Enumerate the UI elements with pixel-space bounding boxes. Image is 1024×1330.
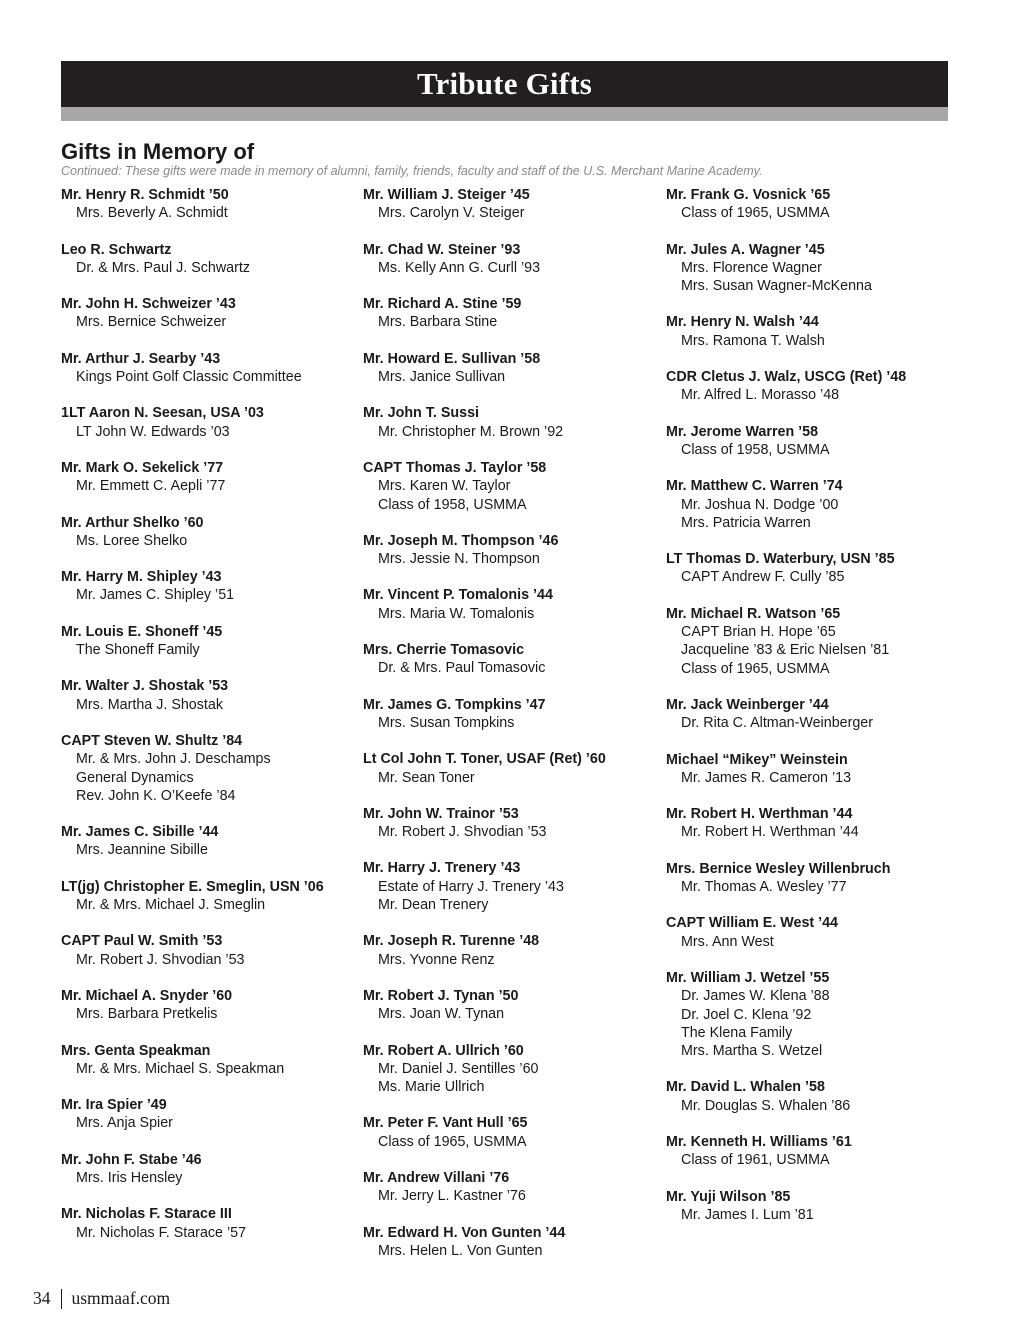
tribute-entry <box>61 514 361 551</box>
donor-name: Mrs. Anja Spier <box>76 1115 173 1132</box>
tribute-entry <box>363 404 663 441</box>
donor-name: Mr. Dean Trenery <box>378 897 489 914</box>
donor-name: Mr. Alfred L. Morasso ’48 <box>681 387 840 404</box>
honoree-name: LT(jg) Christopher E. Smeglin, USN ’06 <box>61 878 324 895</box>
honoree-name: Mr. Henry N. Walsh ’44 <box>666 314 819 331</box>
tribute-entry <box>666 186 966 223</box>
tribute-entry <box>61 1151 361 1188</box>
honoree-name: CAPT Paul W. Smith ’53 <box>61 933 223 950</box>
honoree-name: Mr. Matthew C. Warren ’74 <box>666 478 843 495</box>
honoree-name: Mr. Robert H. Werthman ’44 <box>666 806 853 823</box>
donor-name: Mrs. Jeannine Sibille <box>76 842 208 859</box>
tribute-entry <box>61 1096 361 1133</box>
tribute-entry <box>666 751 966 788</box>
tribute-entry <box>666 368 966 405</box>
donor-name: Dr. Rita C. Altman-Weinberger <box>681 715 874 732</box>
donor-name: Class of 1958, USMMA <box>378 496 527 513</box>
donor-name: Mr. Emmett C. Aepli ’77 <box>76 478 226 495</box>
honoree-name: Mr. Louis E. Shoneff ’45 <box>61 623 223 640</box>
donor-name: Jacqueline ’83 & Eric Nielsen ’81 <box>681 642 890 659</box>
donor-name: Ms. Kelly Ann G. Curll ’93 <box>378 259 541 276</box>
honoree-name: Mr. Henry R. Schmidt ’50 <box>61 187 229 203</box>
column-2 <box>363 186 663 1278</box>
page-number: 34 <box>33 1288 51 1308</box>
donor-name: Mr. Douglas S. Whalen ’86 <box>681 1097 851 1114</box>
donor-name: Dr. James W. Klena ’88 <box>681 988 830 1005</box>
tribute-entry <box>363 987 663 1024</box>
tribute-entry <box>61 987 361 1024</box>
donor-name: Mr. Robert J. Shvodian ’53 <box>76 951 245 968</box>
honoree-name: Mr. Harry M. Shipley ’43 <box>61 569 222 586</box>
donor-name: Mrs. Joan W. Tynan <box>378 1006 505 1023</box>
donor-name: Mrs. Karen W. Taylor <box>378 478 511 495</box>
honoree-name: CAPT Thomas J. Taylor ’58 <box>363 459 547 476</box>
tribute-entry <box>363 295 663 332</box>
honoree-name: Mr. Howard E. Sullivan ’58 <box>363 350 541 367</box>
donor-name: Dr. Joel C. Klena ’92 <box>681 1006 812 1023</box>
tribute-entry <box>363 532 663 569</box>
donor-name: Mrs. Ramona T. Walsh <box>681 332 825 349</box>
tribute-entry <box>666 241 966 296</box>
donor-name: Estate of Harry J. Trenery ’43 <box>378 878 564 895</box>
honoree-name: Mr. Michael R. Watson ’65 <box>666 605 841 622</box>
donor-name: Mr. Daniel J. Sentilles ’60 <box>378 1060 539 1077</box>
tribute-entry <box>363 641 663 678</box>
tribute-entry <box>363 459 663 514</box>
donor-name: Class of 1965, USMMA <box>681 660 830 677</box>
donor-name: Mrs. Patricia Warren <box>681 514 811 531</box>
honoree-name: LT Thomas D. Waterbury, USN ’85 <box>666 551 895 568</box>
honoree-name: Mr. Jack Weinberger ’44 <box>666 696 829 713</box>
donor-name: Mr. James C. Shipley ’51 <box>76 587 235 604</box>
footer-divider <box>61 1289 62 1309</box>
honoree-name: Mr. Robert J. Tynan ’50 <box>363 987 519 1004</box>
donor-name: Dr. & Mrs. Paul Tomasovic <box>378 660 546 677</box>
honoree-name: Mr. Michael A. Snyder ’60 <box>61 987 233 1004</box>
page-footer <box>33 1288 170 1309</box>
honoree-name: Michael “Mikey” Weinstein <box>666 751 848 768</box>
tribute-entry <box>363 859 663 914</box>
tribute-entry <box>61 677 361 714</box>
tribute-entry <box>363 932 663 969</box>
donor-name: Mrs. Helen L. Von Gunten <box>378 1242 543 1259</box>
tribute-entry <box>666 969 966 1060</box>
honoree-name: 1LT Aaron N. Seesan, USA ’03 <box>61 405 264 422</box>
tribute-entry <box>666 423 966 460</box>
tribute-entry <box>61 823 361 860</box>
donor-name: Mrs. Florence Wagner <box>681 259 822 276</box>
tribute-entry <box>61 568 361 605</box>
tribute-entry <box>61 295 361 332</box>
donor-name: Class of 1965, USMMA <box>378 1133 527 1150</box>
banner-stripe <box>61 107 948 121</box>
donor-name: Mrs. Jessie N. Thompson <box>378 551 540 568</box>
donor-name: Mrs. Barbara Pretkelis <box>76 1006 218 1023</box>
tribute-entry <box>666 1188 966 1225</box>
header-banner <box>61 61 948 107</box>
honoree-name: Mr. Jules A. Wagner ’45 <box>666 241 825 258</box>
donor-name: Mr. Christopher M. Brown ’92 <box>378 423 564 440</box>
tribute-entry <box>666 550 966 587</box>
tribute-entry <box>666 1078 966 1115</box>
tribute-entry <box>666 313 966 350</box>
donor-name: LT John W. Edwards ’03 <box>76 423 230 440</box>
tribute-entry <box>363 1224 663 1261</box>
tribute-entry <box>61 404 361 441</box>
honoree-name: Mr. Ira Spier ’49 <box>61 1097 167 1114</box>
tribute-entry <box>61 732 361 805</box>
tribute-entry <box>666 696 966 733</box>
honoree-name: Leo R. Schwartz <box>61 241 172 258</box>
honoree-name: Mr. John F. Stabe ’46 <box>61 1151 202 1168</box>
donor-name: Mr. & Mrs. Michael S. Speakman <box>76 1060 285 1077</box>
tribute-entry <box>61 1042 361 1079</box>
tribute-entry <box>363 350 663 387</box>
donor-name: Mr. & Mrs. Michael J. Smeglin <box>76 897 266 914</box>
honoree-name: Mr. John H. Schweizer ’43 <box>61 296 236 313</box>
column-1 <box>61 186 361 1260</box>
honoree-name: Mr. Jerome Warren ’58 <box>666 423 819 440</box>
donor-name: Mrs. Bernice Schweizer <box>76 314 227 331</box>
honoree-name: Mr. Nicholas F. Starace III <box>61 1206 232 1223</box>
honoree-name: Mrs. Genta Speakman <box>61 1042 211 1059</box>
honoree-name: Mr. Walter J. Shostak ’53 <box>61 678 229 695</box>
honoree-name: Mr. Edward H. Von Gunten ’44 <box>363 1224 566 1241</box>
tribute-entry <box>61 350 361 387</box>
honoree-name: Mr. Andrew Villani ’76 <box>363 1169 510 1186</box>
donor-name: CAPT Brian H. Hope ’65 <box>681 624 836 641</box>
section-subtitle: Continued: These gifts were made in memory of alumni, family, friends, faculty and staff of the U.S. Merchant Marine Academy. <box>61 164 763 178</box>
donor-name: Mrs. Martha J. Shostak <box>76 696 223 713</box>
donor-name: Mr. Robert J. Shvodian ’53 <box>378 824 547 841</box>
honoree-name: Mr. Joseph M. Thompson ’46 <box>363 532 559 549</box>
tribute-entry <box>363 1114 663 1151</box>
tribute-entry <box>363 696 663 733</box>
donor-name: Class of 1965, USMMA <box>681 205 830 222</box>
honoree-name: Mr. Robert A. Ullrich ’60 <box>363 1042 524 1059</box>
donor-name: Mr. Thomas A. Wesley ’77 <box>681 879 847 896</box>
donor-name: Mr. Robert H. Werthman ’44 <box>681 824 859 841</box>
honoree-name: Mr. William J. Steiger ’45 <box>363 187 530 203</box>
donor-name: Mrs. Iris Hensley <box>76 1169 183 1186</box>
donor-name: Ms. Loree Shelko <box>76 532 188 549</box>
honoree-name: Mr. Frank G. Vosnick ’65 <box>666 187 831 203</box>
honoree-name: Mr. David L. Whalen ’58 <box>666 1079 825 1096</box>
donor-name: Mrs. Yvonne Renz <box>378 951 495 968</box>
donor-name: Mrs. Maria W. Tomalonis <box>378 605 535 622</box>
donor-name: Ms. Marie Ullrich <box>378 1079 485 1096</box>
column-3 <box>666 186 966 1242</box>
honoree-name: Mr. Richard A. Stine ’59 <box>363 296 522 313</box>
tribute-entry <box>61 878 361 915</box>
honoree-name: Mr. Arthur J. Searby ’43 <box>61 350 221 367</box>
honoree-name: Mr. Kenneth H. Williams ’61 <box>666 1133 852 1150</box>
donor-name: Mr. James R. Cameron ’13 <box>681 769 852 786</box>
donor-name: CAPT Andrew F. Cully ’85 <box>681 569 845 586</box>
donor-name: Mr. James I. Lum ’81 <box>681 1206 814 1223</box>
tribute-entry <box>363 750 663 787</box>
honoree-name: CAPT William E. West ’44 <box>666 915 839 932</box>
honoree-name: Mr. Joseph R. Turenne ’48 <box>363 933 540 950</box>
tribute-entry <box>666 805 966 842</box>
tribute-entry <box>61 241 361 278</box>
tribute-entry <box>666 860 966 897</box>
donor-name: The Shoneff Family <box>76 642 200 659</box>
tribute-entry <box>666 1133 966 1170</box>
donor-name: Mr. Joshua N. Dodge ’00 <box>681 496 839 513</box>
donor-name: Mrs. Martha S. Wetzel <box>681 1043 823 1060</box>
tribute-entry <box>363 1042 663 1097</box>
tribute-entry <box>363 186 663 223</box>
tribute-entry <box>61 459 361 496</box>
donor-name: General Dynamics <box>76 769 194 786</box>
donor-name: Mr. Jerry L. Kastner ’76 <box>378 1188 526 1205</box>
donor-name: Mr. Sean Toner <box>378 769 475 786</box>
donor-name: Mrs. Ann West <box>681 933 774 950</box>
honoree-name: Mr. Yuji Wilson ’85 <box>666 1188 791 1205</box>
donor-name: Mr. & Mrs. John J. Deschamps <box>76 751 271 768</box>
tribute-entry <box>363 586 663 623</box>
honoree-name: Mr. Mark O. Sekelick ’77 <box>61 459 224 476</box>
tribute-entry <box>363 241 663 278</box>
honoree-name: Mr. Chad W. Steiner ’93 <box>363 241 521 258</box>
honoree-name: Mr. Peter F. Vant Hull ’65 <box>363 1115 528 1132</box>
tribute-entry <box>61 623 361 660</box>
site-url: usmmaaf.com <box>71 1288 171 1308</box>
honoree-name: Mr. Vincent P. Tomalonis ’44 <box>363 587 553 604</box>
tribute-entry <box>666 914 966 951</box>
donor-name: Class of 1961, USMMA <box>681 1152 830 1169</box>
donor-name: Mrs. Beverly A. Schmidt <box>76 205 228 222</box>
donor-name: Kings Point Golf Classic Committee <box>76 369 302 386</box>
donor-name: Mrs. Carolyn V. Steiger <box>378 205 525 222</box>
donor-name: Mrs. Barbara Stine <box>378 314 498 331</box>
donor-name: The Klena Family <box>681 1024 793 1041</box>
honoree-name: Mr. William J. Wetzel ’55 <box>666 969 830 986</box>
donor-name: Mrs. Janice Sullivan <box>378 369 506 386</box>
tribute-entry <box>363 1169 663 1206</box>
donor-name: Mr. Nicholas F. Starace ’57 <box>76 1224 247 1241</box>
donor-name: Mrs. Susan Wagner-McKenna <box>681 278 872 295</box>
section-title: Gifts in Memory of <box>61 139 255 164</box>
honoree-name: Mr. James C. Sibille ’44 <box>61 824 219 841</box>
honoree-name: CDR Cletus J. Walz, USCG (Ret) ’48 <box>666 369 907 386</box>
honoree-name: Lt Col John T. Toner, USAF (Ret) ’60 <box>363 751 606 768</box>
honoree-name: Mr. John T. Sussi <box>363 405 479 422</box>
tribute-entry <box>61 932 361 969</box>
tribute-entry <box>61 186 361 223</box>
honoree-name: Mr. Arthur Shelko ’60 <box>61 514 204 531</box>
honoree-name: CAPT Steven W. Shultz ’84 <box>61 732 243 749</box>
honoree-name: Mr. John W. Trainor ’53 <box>363 805 519 822</box>
tribute-entry <box>61 1205 361 1242</box>
tribute-entry <box>666 605 966 678</box>
tribute-entry <box>363 805 663 842</box>
donor-name: Class of 1958, USMMA <box>681 441 830 458</box>
honoree-name: Mr. Harry J. Trenery ’43 <box>363 860 521 877</box>
honoree-name: Mrs. Bernice Wesley Willenbruch <box>666 860 891 877</box>
donor-name: Dr. & Mrs. Paul J. Schwartz <box>76 259 250 276</box>
honoree-name: Mrs. Cherrie Tomasovic <box>363 642 525 659</box>
donor-name: Mrs. Susan Tompkins <box>378 714 515 731</box>
tribute-entry <box>666 477 966 532</box>
page-title: Tribute Gifts <box>416 66 593 101</box>
donor-name: Rev. John K. O’Keefe ’84 <box>76 787 236 804</box>
honoree-name: Mr. James G. Tompkins ’47 <box>363 696 546 713</box>
